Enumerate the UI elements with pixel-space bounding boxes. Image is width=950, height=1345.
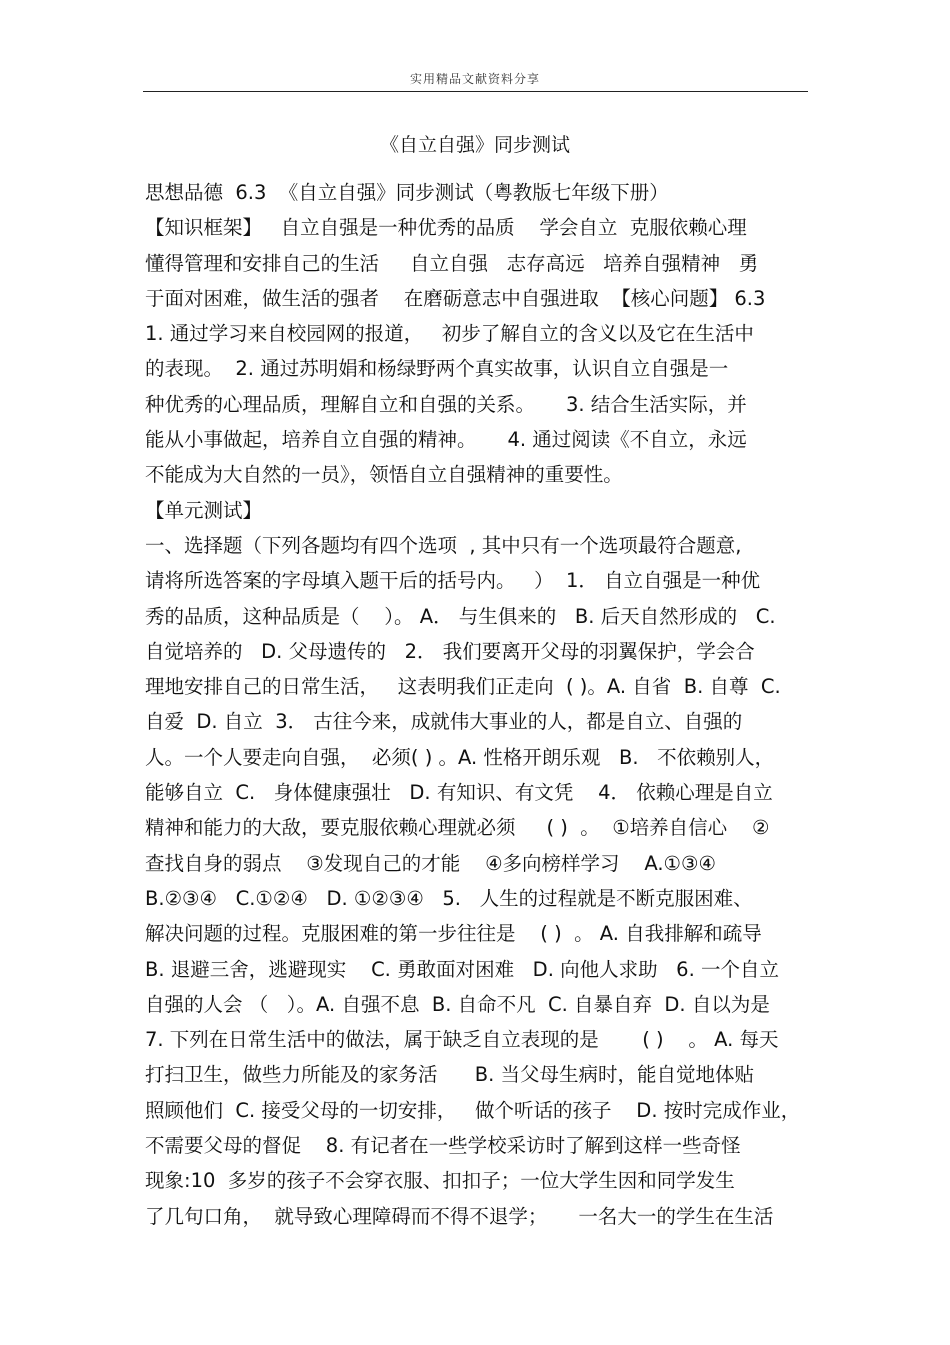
body-line: 自强的人会 （ ）。A. 自强不息 B. 自命不凡 C. 自暴自弃 D. 自以为是 <box>145 992 770 1016</box>
body-line: 【知识框架】 自立自强是一种优秀的品质 学会自立 克服依赖心理 <box>145 216 747 240</box>
body-line: 理地安排自己的日常生活， 这表明我们正走向 ( )。A. 自省 B. 自尊 C. <box>145 675 781 699</box>
body-line: 于面对困难，做生活的强者 在磨砺意志中自强进取 【核心问题】 6.3 <box>145 286 766 310</box>
body-line: 自爱 D. 自立 3． 古往今来，成就伟大事业的人，都是自立、自强的 <box>145 710 743 734</box>
document-body <box>145 175 825 1234</box>
header-divider <box>143 91 808 92</box>
body-line: 打扫卫生，做些力所能及的家务活 B. 当父母生病时，能自觉地体贴 <box>145 1063 754 1087</box>
body-line: 秀的品质，这种品质是（ ）。 A． 与生俱来的 B. 后天自然形成的 C. <box>145 604 776 628</box>
body-line: 照顾他们 C. 接受父母的一切安排， 做个听话的孩子 D. 按时完成作业， <box>145 1098 801 1122</box>
body-line: B. 退避三舍，逃避现实 C. 勇敢面对困难 D. 向他人求助 6. 一个自立 <box>145 957 779 981</box>
document-title: 《自立自强》同步测试 <box>379 134 570 156</box>
body-line: 现象:10 多岁的孩子不会穿衣服、扣扣子；一位大学生因和同学发生 <box>145 1169 735 1193</box>
page-header: 实用精品文献资料分享 <box>409 72 540 86</box>
body-line: 一、选择题（下列各题均有四个选项 , 其中只有一个选项最符合题意, <box>145 533 742 557</box>
body-line: 的表现。 2. 通过苏明娟和杨绿野两个真实故事，认识自立自强是一 <box>145 357 729 381</box>
body-line: 人。一个人要走向自强， 必须( ) 。A. 性格开朗乐观 B. 不依赖别人， <box>145 745 775 769</box>
body-line: 了几句口角， 就导致心理障碍而不得不退学； 一名大一的学生在生活 <box>145 1204 774 1228</box>
body-line: 7. 下列在日常生活中的做法，属于缺乏自立表现的是 ( ) 。 A. 每天 <box>145 1028 779 1052</box>
body-line: 请将所选答案的字母填入题干后的括号内。 ） 1． 自立自强是一种优 <box>145 569 761 593</box>
body-line: 解决问题的过程。克服困难的第一步往往是 ( ) 。 A. 自我排解和疏导 <box>145 922 762 946</box>
body-line: 不能成为大自然的一员》，领悟自立自强精神的重要性。 <box>145 463 623 487</box>
body-line: 懂得管理和安排自己的生活 自立自强 志存高远 培养自强精神 勇 <box>145 251 759 275</box>
body-line: 能够自立 C. 身体健康强壮 D. 有知识、有文凭 4． 依赖心理是自立 <box>145 781 773 805</box>
body-line: 查找自身的弱点 ③发现自己的才能 ④多向榜样学习 A.①③④ <box>145 851 716 875</box>
body-line: B.②③④ C.①②④ D. ①②③④ 5. 人生的过程就是不断克服困难、 <box>145 886 753 910</box>
body-line: 思想品德 6.3 《自立自强》同步测试（粤教版七年级下册） <box>145 181 669 204</box>
body-line: 种优秀的心理品质，理解自立和自强的关系。 3. 结合生活实际，并 <box>145 392 747 416</box>
body-line: 1. 通过学习来自校园网的报道， 初步了解自立的含义以及它在生活中 <box>145 322 754 346</box>
body-line: 能从小事做起，培养自立自强的精神。 4. 通过阅读《不自立，永远 <box>145 428 747 452</box>
body-line: 【单元测试】 <box>145 498 263 522</box>
body-line: 精神和能力的大敌，要克服依赖心理就必须 ( ) 。 ①培养自信心 ② <box>145 816 770 840</box>
body-line: 不需要父母的督促 8. 有记者在一些学校采访时了解到这样一些奇怪 <box>145 1134 741 1158</box>
body-line: 自觉培养的 D. 父母遗传的 2． 我们要离开父母的羽翼保护，学会合 <box>145 639 755 663</box>
